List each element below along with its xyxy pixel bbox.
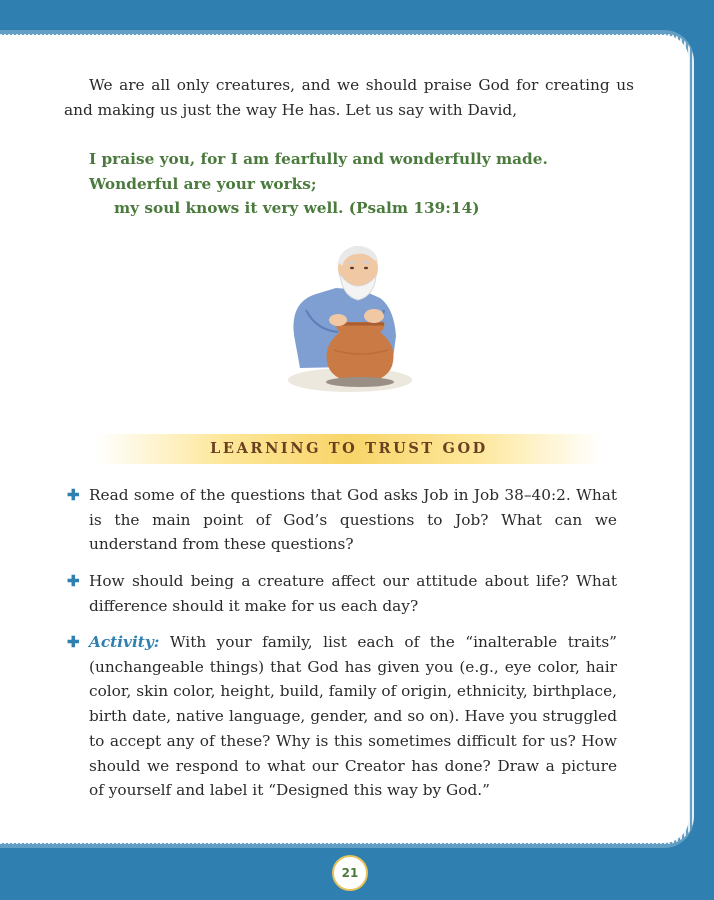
intro-paragraph <box>64 73 634 123</box>
list-item <box>67 630 617 803</box>
potter-illustration <box>276 240 420 396</box>
list-item <box>67 483 617 557</box>
scripture-quote <box>89 147 548 221</box>
cross-bullet-icon: ✚ <box>67 633 80 651</box>
section-title: LEARNING TO TRUST GOD <box>210 440 488 457</box>
activity-label: Activity: <box>89 633 160 651</box>
list-item-text: Read some of the questions that God asks Job in Job 38–40:2. What is the main point of God’s questions to Job? What can we understand from these questions? <box>89 486 617 554</box>
cross-bullet-icon: ✚ <box>67 572 80 590</box>
verse-line-1: I praise you, for I am fearfully and wonderfully made. <box>89 150 548 168</box>
section-banner <box>96 434 602 464</box>
verse-line-3: my soul knows it very well. (Psalm 139:14) <box>114 199 480 217</box>
intro-text: We are all only creatures, and we should praise God for creating us and making us just the way He has. Let us say with David, <box>64 76 634 119</box>
page-number: 21 <box>332 855 368 891</box>
list-item-text: How should being a creature affect our attitude about life? What difference should it make for us each day? <box>89 572 617 615</box>
list-item-text: With your family, list each of the “inalterable traits” (unchangeable things) that God has given you (e.g., eye color, hair color, skin color, height, build, family of origin, ethnicity, birthplace, birth date, native language, gender, and so on). Have you struggled to accept any of these? Why is this sometimes difficult for us? How should we respond to what our Creator has done? Draw a picture of yourself and label it “Designed this way by God.” <box>89 633 617 800</box>
cross-bullet-icon: ✚ <box>67 486 80 504</box>
list-item <box>67 569 617 618</box>
verse-line-2: Wonderful are your works; <box>89 174 317 193</box>
